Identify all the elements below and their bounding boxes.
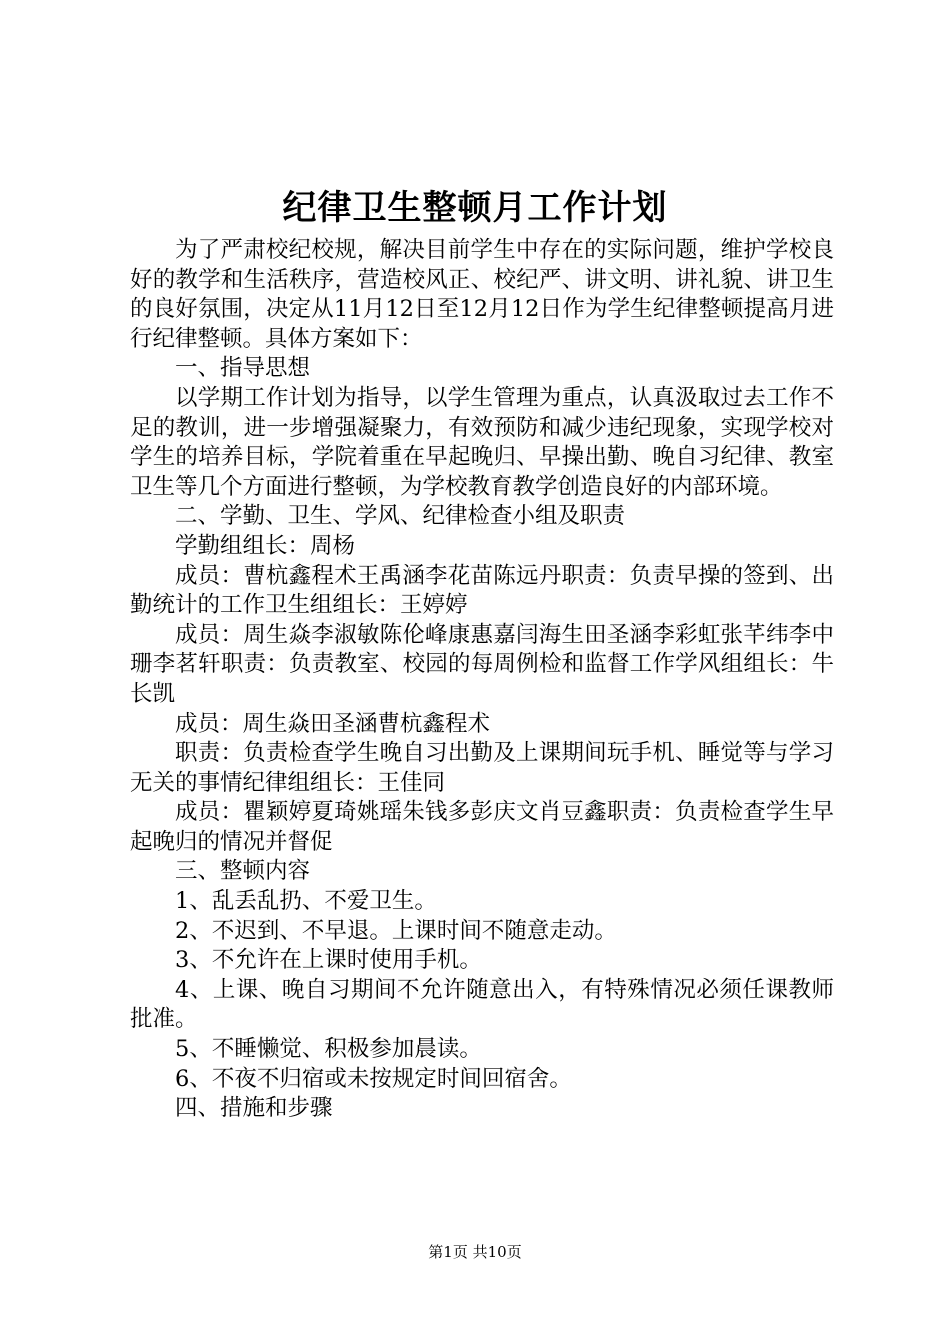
heading-rectification-content: 三、整顿内容	[175, 858, 311, 885]
paragraph-attendance-group-members: 成员：曹杭鑫程术王禹涵李花苗陈远丹职责：负责早操的签到、出勤统计的工作卫生组组长：王婷婷	[130, 562, 834, 619]
paragraph-attendance-group-leader: 学勤组组长：周杨	[175, 532, 356, 559]
list-item-6: 6、不夜不归宿或未按规定时间回宿舍。	[175, 1065, 572, 1092]
paragraph-hygiene-group-members: 成员：周生焱李淑敏陈伦峰康惠嘉闫海生田圣涵李彩虹张芊纬李中珊李茗轩职责：负责教室、校园的每周例检和监督工作学风组组长：牛长凯	[130, 621, 834, 707]
list-item-5: 5、不睡懒觉、积极参加晨读。	[175, 1036, 482, 1063]
page-footer: 第1页 共10页	[428, 1243, 522, 1261]
document-body	[130, 236, 834, 1124]
paragraph-study-group-members: 成员：周生焱田圣涵曹杭鑫程术	[175, 710, 491, 737]
heading-measures-and-steps: 四、措施和步骤	[175, 1095, 333, 1122]
list-item-3: 3、不允许在上课时使用手机。	[175, 947, 482, 974]
document-title: 纪律卫生整顿月工作计划	[282, 188, 668, 228]
paragraph-study-group-duties: 职责：负责检查学生晚自习出勤及上课期间玩手机、睡觉等与学习无关的事情纪律组组长：王佳同	[130, 740, 834, 796]
list-item-1: 1、乱丢乱扔、不爱卫生。	[175, 888, 437, 915]
list-item-4: 4、上课、晚自习期间不允许随意出入，有特殊情况必须任课教师批准。	[130, 976, 834, 1033]
paragraph-discipline-group-members: 成员：瞿颖婷夏琦姚瑶朱钱多彭庆文肖豆鑫职责：负责检查学生早起晚归的情况并督促	[130, 799, 834, 855]
paragraph-guiding-ideology: 以学期工作计划为指导，以学生管理为重点，认真汲取过去工作不足的教训，进一步增强凝聚力，有效预防和减少违纪现象，实现学校对学生的培养目标，学院着重在早起晚归、早操出勤、晚自习纪律、教室卫生等几个方面进行整顿，为学校教育教学创造良好的内部环境。	[130, 384, 834, 500]
paragraph-intro: 为了严肃校纪校规，解决目前学生中存在的实际问题，维护学校良好的教学和生活秩序，营造校风正、校纪严、讲文明、讲礼貌、讲卫生的良好氛围，决定从11月12日至12月12日作为学生纪律整顿提高月进行纪律整顿。具体方案如下：	[130, 237, 834, 352]
heading-guiding-ideology: 一、指导思想	[175, 355, 311, 382]
heading-inspection-groups: 二、学勤、卫生、学风、纪律检查小组及职责	[175, 503, 626, 530]
list-item-2: 2、不迟到、不早退。上课时间不随意走动。	[175, 917, 617, 944]
